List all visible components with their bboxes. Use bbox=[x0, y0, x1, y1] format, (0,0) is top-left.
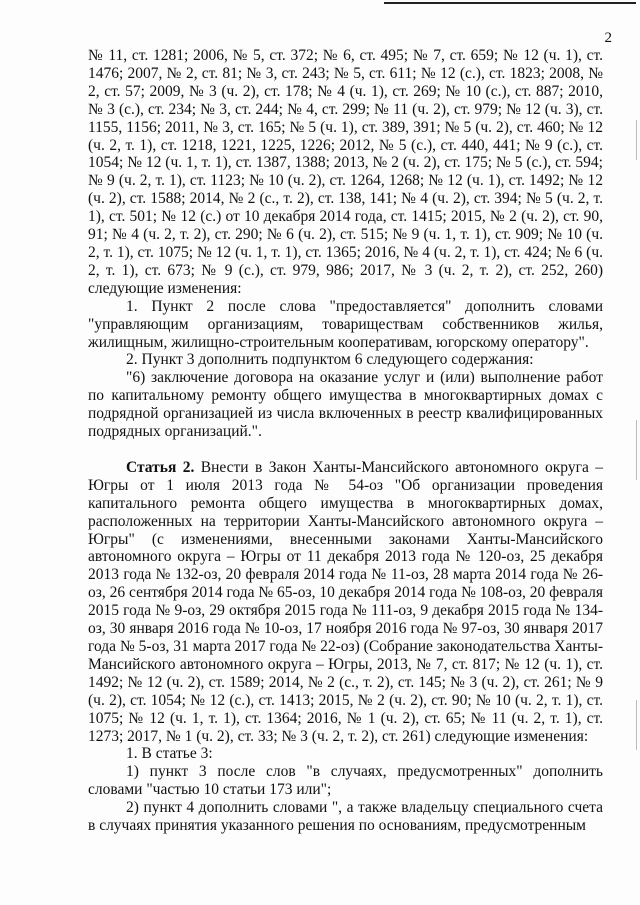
paragraph-amendment-sources: № 11, ст. 1281; 2006, № 5, ст. 372; № 6, ст. 495; № 7, ст. 659; № 12 (ч. 1), ст. 1476; 2007, № 2, ст. 81; № 3, ст. 243; № 5, ст. 611; № 12 (с.), ст. 1823; 2008, № 2, ст. 57; 2009, № 3 (ч. 2), ст. 178; № 4 (ч. 1), ст. 269; № 10 (с.), ст. 887; 2010, № 3 (с.), ст. 234; № 3, ст. 244; № 4, ст. 299; № 11 (ч. 2), ст. 979; № 12 (ч. 3), ст. 1155, 1156; 2011, № 3, ст. 165; № 5 (ч. 1), ст. 389, 391; № 5 (ч. 2), ст. 460; № 12 (ч. 2, т. 1), ст. 1218, 1221, 1225, 1226; 2012, № 5 (с.), ст. 440, 441; № 9 (с.), ст. 1054; № 12 (ч. 1, т. 1), ст. 1387, 1388; 2013, № 2 (ч. 2), ст. 175; № 5 (с.), ст. 594; № 9 (ч. 2, т. 1), ст. 1123; № 10 (ч. 2), ст. 1264, 1268; № 12 (ч. 1), ст. 1492; № 12 (ч. 2), ст. 1588; 2014, № 2 (с., т. 2), ст. 138, 141; № 4 (ч. 2), ст. 394; № 5 (ч. 2, т. 1), ст. 501; № 12 (с.) от 10 декабря 2014 года, ст. 1415; 2015, № 2 (ч. 2), ст. 90, 91; № 4 (ч. 2, т. 2), ст. 290; № 6 (ч. 2), ст. 515; № 9 (ч. 1, т. 1), ст. 909; № 10 (ч. 2, т. 1), ст. 1075; № 12 (ч. 1, т. 1), ст. 1365; 2016, № 4 (ч. 2, т. 1), ст. 424; № 6 (ч. 2, т. 1), ст. 673; № 9 (с.), ст. 979, 986; 2017, № 3 (ч. 2, т. 2), ст. 252, 260) следующие изменения: bbox=[88, 47, 603, 297]
scan-edge-mark bbox=[636, 700, 637, 750]
header-rule bbox=[384, 2, 636, 4]
paragraph-point-3: 2. Пункт 3 дополнить подпунктом 6 следующего содержания: bbox=[126, 351, 534, 369]
paragraph-subpoint-2: 2) пункт 4 дополнить словами ", а также владельцу специального счета в случаях принятия указанного решения по основаниям, предусмотренным bbox=[88, 799, 603, 835]
scan-edge-mark bbox=[636, 120, 637, 160]
article-2-text: Внести в Закон Ханты-Мансийского автономного округа – Югры от 1 июля 2013 года № 54-оз "Об организации проведения капитального ремонта общего имущества в многоквартирных домах, расположенных на территории Ханты-Мансийского автономного округа – Югры" (с изменениями, внесенными законами Ханты-Мансийского автономного округа – Югры от 11 декабря 2013 года № 120-оз, 25 декабря 2013 года № 132-оз, 20 февраля 2014 года № 11-оз, 28 марта 2014 года № 26-оз, 26 сентября 2014 года № 65-оз, 10 декабря 2014 года № 108-оз, 20 февраля 2015 года № 9-оз, 29 октября 2015 года № 111-оз, 9 декабря 2015 года № 134-оз, 30 января 2016 года № 10-оз, 17 ноября 2016 года № 97-оз, 30 января 2017 года № 5-оз, 31 марта 2017 года № 22-оз) (Собрание законодательства Ханты-Мансийского автономного округа – Югры, 2013, № 7, ст. 817; № 12 (ч. 1), ст. 1492; № 12 (ч. 2), ст. 1589; 2014, № 2 (с., т. 2), ст. 145; № 3 (ч. 2), ст. 261; № 9 (ч. 2), ст. 1054; № 12 (с.), ст. 1413; 2015, № 2 (ч. 2), ст. 90; № 10 (ч. 2, т. 1), ст. 1075; № 12 (ч. 1, т. 1), ст. 1364; 2016, № 1 (ч. 2), ст. 65; № 11 (ч. 2, т. 1), ст. 1273; 2017, № 1 (ч. 2), ст. 33; № 3 (ч. 2, т. 2), ст. 261) следующие изменения: bbox=[88, 458, 604, 745]
document-body bbox=[88, 47, 603, 835]
paragraph-subpoint-6: "6) заключение договора на оказание услуг и (или) выполнение работ по капитальному ремонту общего имущества в многоквартирных домах с подрядной организацией из числа включенных в реестр квалифицированных подрядных организаций.". bbox=[88, 369, 603, 441]
article-2-heading: Статья 2. bbox=[126, 458, 195, 476]
paragraph-point-2: 1. Пункт 2 после слова "предоставляется" дополнить словами "управляющим организациям, товариществам собственников жилья, жилищным, жилищно-строительным кооперативам, югорскому оператору". bbox=[88, 297, 603, 351]
paragraph-gap bbox=[88, 441, 603, 459]
scan-edge-mark bbox=[636, 420, 637, 480]
page-number: 2 bbox=[604, 30, 612, 46]
paragraph-article-3-intro: 1. В статье 3: bbox=[126, 745, 213, 763]
paragraph-article-2 bbox=[88, 459, 603, 746]
paragraph-subpoint-1: 1) пункт 3 после слов "в случаях, предусмотренных" дополнить словами "частью 10 статьи 173 или"; bbox=[88, 763, 603, 799]
